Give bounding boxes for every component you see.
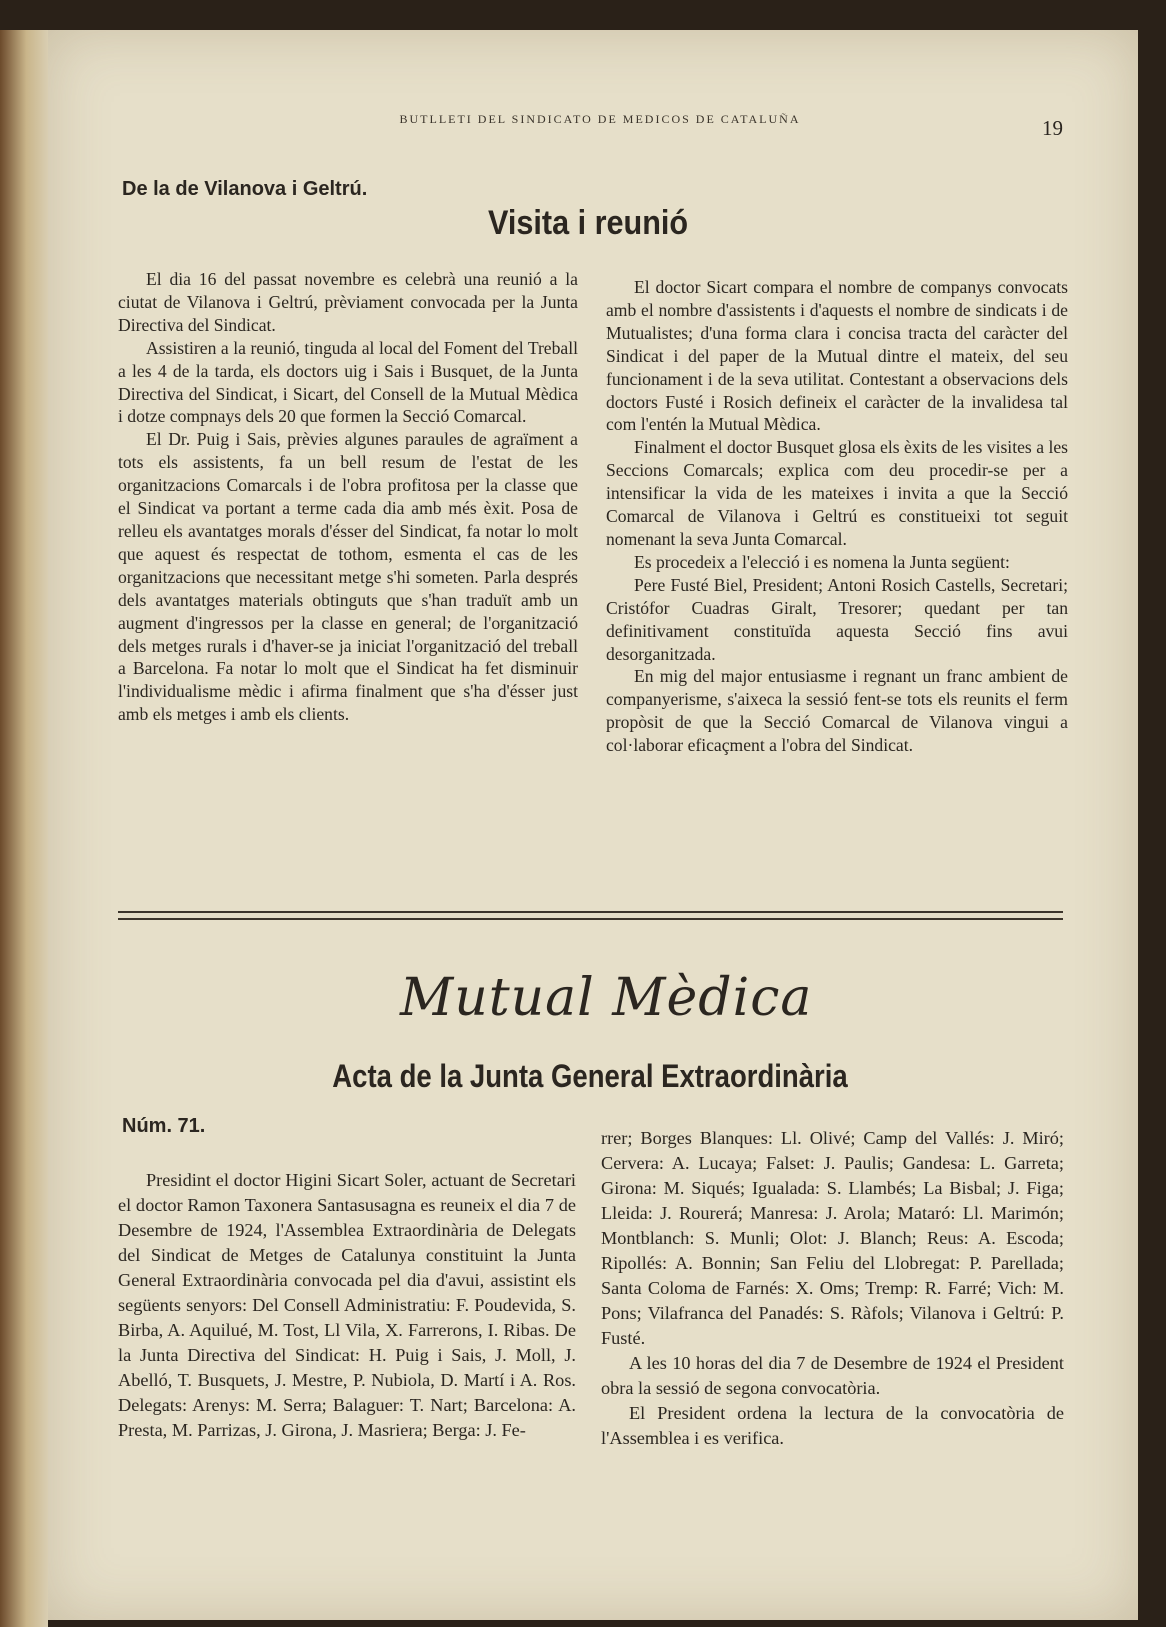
visit-left-column (118, 268, 578, 726)
paragraph: Finalment el doctor Busquet glosa els èxits de les visites a les Seccions Comarcals; explica com deu procedir-se per a intensificar la vida de les mateixes i invita a que la Secció Comarcal de Vilanova i Geltrú es constitueixi tot seguit nomenant la seva Junta Comarcal. (606, 437, 1068, 549)
section-origin: De la de Vilanova i Geltrú. (122, 178, 368, 200)
paragraph: Assistiren a la reunió, tinguda al local del Foment del Treball a les 4 de la tarda, els doctors uig i Sais i Busquet, de la Junta Directiva del Sindicat, i Sicart, del Consell de la Mutual Mèdica i dotze compnays dels 20 que formen la Secció Comarcal. (118, 337, 578, 427)
minutes-number: Núm. 71. (122, 1115, 206, 1137)
divider-rule (118, 911, 1063, 913)
paragraph: El dia 16 del passat novembre es celebrà una reunió a la ciutat de Vilanova i Geltrú, prèviament convocada per la Junta Directiva del Sindicat. (118, 269, 578, 335)
article-title: Visita i reunió (488, 204, 689, 242)
paragraph: Pere Fusté Biel, President; Antoni Rosich Castells, Secretari; Cristófor Cuadras Giralt, Tresorer; quedant per tan definitivament constituïda aquesta Secció fins avui desorganitzada. (606, 574, 1068, 664)
section-title: Mutual Mèdica (400, 968, 813, 1028)
paragraph: El doctor Sicart compara el nombre de companys convocats amb el nombre d'assistents i d'aquests el nombre de sindicats i de Mutualistes; d'una forma clara i concisa tracta del caràcter del Sindicat i del paper de la Mutual dintre el mateix, del seu funcionament i de la seva utilitat. Contestant a observacions dels doctors Fusté i Rosich defineix el caràcter de la invalidesa tal com l'entén la Mutual Mèdica. (606, 277, 1068, 435)
book-spine (0, 30, 48, 1627)
paragraph: Es procedeix a l'elecció i es nomena la Junta següent: (634, 551, 1010, 572)
minutes-left-column (118, 1168, 576, 1443)
paragraph: El President ordena la lectura de la convocatòria de l'Assemblea i es verifica. (601, 1403, 1064, 1448)
paragraph: El Dr. Puig i Sais, prèvies algunes paraules de agraïment a tots els assistents, fa un bell resum de l'estat de les organitzacions Comarcals i de l'obra profitosa per la classe que el Sindicat va portant a terme cada dia amb més èxit. Posa de relleu els avantatges morals d'ésser del Sindicat, fa notar lo molt que aquest és respectat de tothom, esmenta el cas de les organitzacions que necessitant metge s'hi someten. Parla després dels avantatges materials obtinguts que s'han traduït amb un augment d'ingressos per la classe en general; de l'organització dels metges rurals i d'haver-se ja iniciat l'organització del treball a Barcelona. Fa notar lo molt que el Sindicat ha fet disminuir l'individualisme mèdic i afirma finalment que s'ha d'ésser just amb els metges i amb els clients. (118, 429, 578, 725)
page-number: 19 (1042, 116, 1063, 140)
paragraph: A les 10 horas del dia 7 de Desembre de 1924 el President obra la sessió de segona convocatòria. (601, 1353, 1064, 1398)
running-head: BUTLLETI DEL SINDICATO DE MEDICOS DE CATALUÑA (399, 112, 801, 126)
paragraph: En mig del major entusiasme i regnant un franc ambient de companyerisme, s'aixeca la sessió fent-se tots els reunits el ferm propòsit de que la Secció Comarcal de Vilanova vingui a col·laborar eficaçment a l'obra del Sindicat. (606, 666, 1068, 756)
paragraph: Presidint el doctor Higini Sicart Soler, actuant de Secretari el doctor Ramon Taxonera Santasusagna es reuneix el dia 7 de Desembre de 1924, l'Assemblea Extraordinària de Delegats del Sindicat de Metges de Catalunya constituint la Junta General Extraordinària convocada pel dia d'avui, assistint els següents senyors: Del Consell Administratiu: F. Poudevida, S. Birba, A. Aquilué, M. Tost, Ll Vila, X. Farrerons, I. Ribas. De la Junta Directiva del Sindicat: H. Puig i Sais, J. Moll, J. Abelló, T. Busquets, J. Mestre, P. Nubiola, D. Martí i A. Ros. Delegats: Arenys: M. Serra; Balaguer: T. Nart; Barcelona: A. Presta, M. Parrizas, J. Girona, J. Masriera; Berga: J. Fe- (118, 1170, 576, 1440)
paragraph: rrer; Borges Blanques: Ll. Olivé; Camp del Vallés: J. Miró; Cervera: A. Lucaya; Falset: J. Paulis; Gandesa: L. Garreta; Girona: M. Siqués; Igualada: S. Llambés; La Bisbal; J. Figa; Lleida: J. Rourerá; Manresa: J. Arola; Mataró: Ll. Marimón; Montblanch: S. Munli; Olot: J. Blanch; Reus: A. Escoda; Ripollés: A. Bonnin; San Feliu del Llobregat: P. Parellada; Santa Coloma de Farnés: X. Oms; Tremp: R. Farré; Vich: M. Pons; Vilafranca del Panadés: S. Ràfols; Vilanova i Geltrú: P. Fusté. (601, 1128, 1064, 1348)
visit-right-column (606, 276, 1068, 757)
minutes-right-column (601, 1126, 1064, 1451)
divider-rule (118, 918, 1063, 920)
document-title: Acta de la Junta General Extraordinària (332, 1058, 848, 1094)
